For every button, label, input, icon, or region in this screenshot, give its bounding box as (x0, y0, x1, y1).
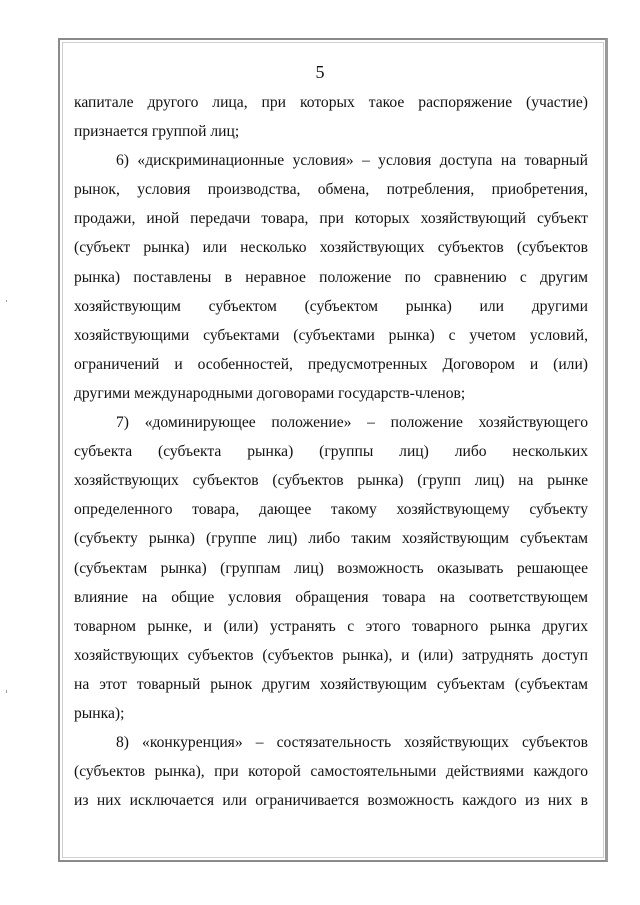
text-line: рынка) поставлены в неравное положение по сравнению с другим (74, 268, 588, 286)
scan-artifact (6, 690, 7, 693)
text-line: из них исключается или ограничивается возможность каждого из них в (74, 792, 588, 810)
text-line: 8) «конкуренция» – состязательность хозяйствующих субъектов (116, 734, 588, 752)
page-number: 5 (315, 62, 325, 82)
text-line: товарном рынке, и (или) устранять с этого товарного рынка других (74, 617, 588, 635)
text-line: определенного товара, дающее такому хозяйствующему субъекту (74, 501, 588, 519)
text-line: ограничений и особенностей, предусмотренных Договором и (или) (74, 355, 588, 373)
text-line: другими международными договорами государств-членов; (74, 384, 466, 402)
text-line: влияние на общие условия обращения товара на соответствующем (74, 588, 588, 606)
text-line: 7) «доминирующее положение» – положение хозяйствующего (116, 414, 588, 432)
text-line: капитале другого лица, при которых такое распоряжение (участие) (74, 94, 588, 111)
text-line: (субъекту рынка) (группе лиц) либо таким хозяйствующим субъектам (74, 530, 588, 548)
text-line: (субъектам рынка) (группам лиц) возможность оказывать решающее (74, 559, 588, 577)
text-line: хозяйствующими субъектами (субъектами рынка) с учетом условий, (74, 326, 588, 344)
text-line: на этот товарный рынок другим хозяйствующим субъектам (субъектам (74, 675, 588, 693)
text-line: хозяйствующим субъектом (субъектом рынка) или другими (74, 297, 588, 315)
scan-artifact (6, 300, 7, 302)
text-line: хозяйствующих субъектов (субъектов рынка), и (или) затруднять доступ (74, 646, 588, 664)
text-line: (субъект рынка) или несколько хозяйствующих субъектов (субъектов (74, 239, 588, 257)
text-line: рынка); (74, 704, 125, 722)
text-line: 6) «дискриминационные условия» – условия доступа на товарный (116, 152, 588, 170)
text-line: продажи, иной передачи товара, при которых хозяйствующий субъект (74, 210, 588, 228)
text-line: субъекта (субъекта рынка) (группы лиц) либо нескольких (74, 443, 588, 461)
text-line: хозяйствующих субъектов (субъектов рынка) (групп лиц) на рынке (74, 472, 588, 490)
text-line: рынок, условия производства, обмена, потребления, приобретения, (74, 181, 588, 199)
document-body (74, 88, 588, 815)
text-line: признается группой лиц; (74, 123, 240, 141)
text-line: (субъектов рынка), при которой самостоятельными действиями каждого (74, 763, 588, 781)
